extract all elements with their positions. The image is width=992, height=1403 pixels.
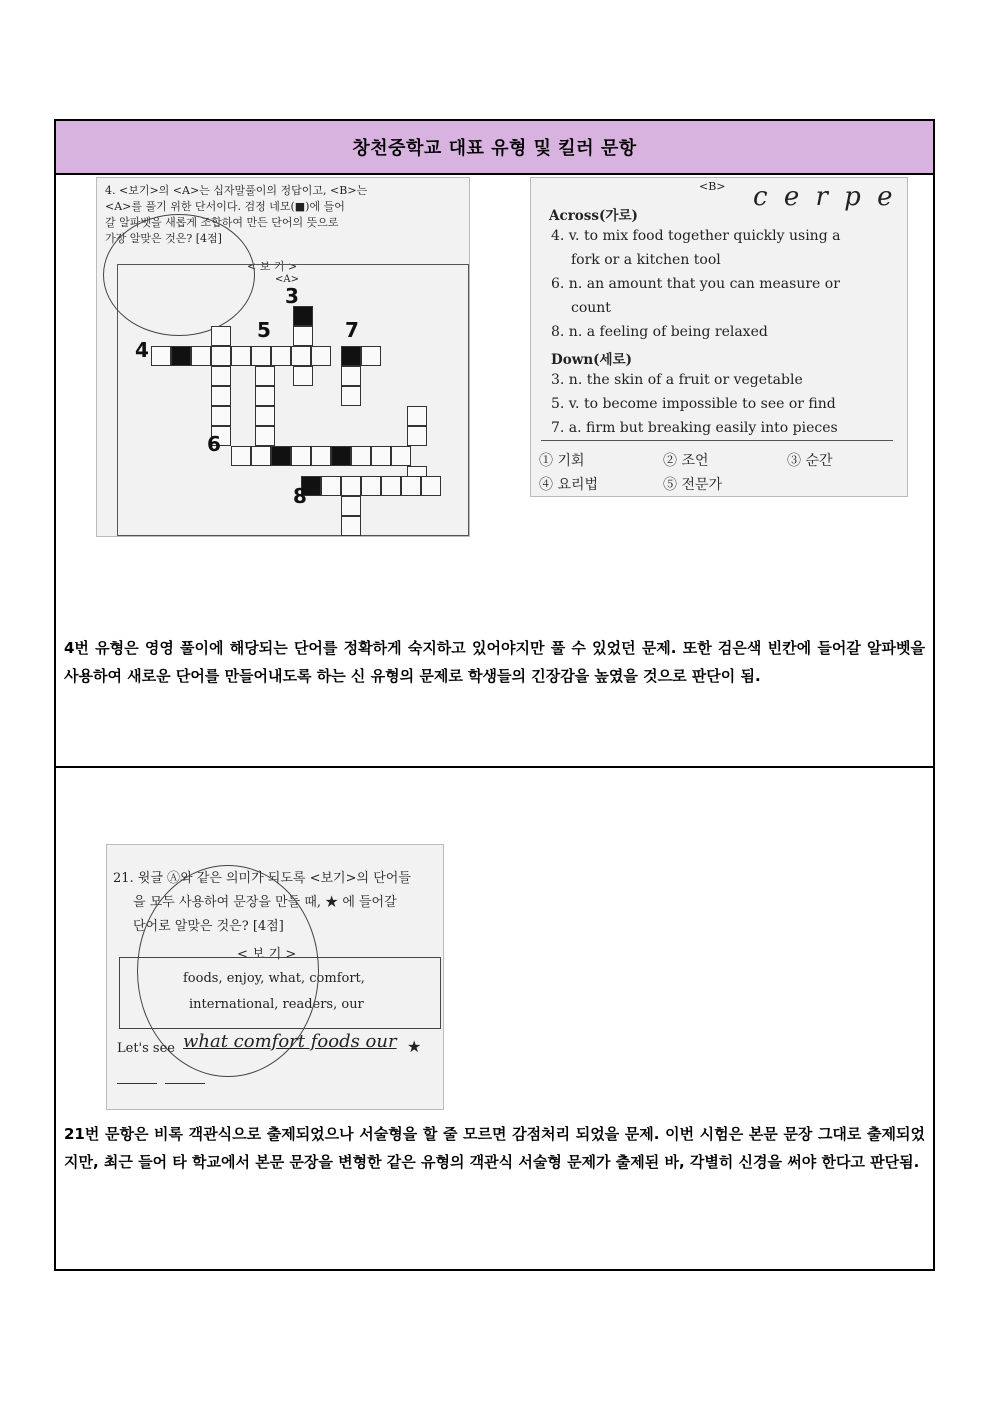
q4-stem-line-2: <A>를 풀기 위한 단서이다. 검정 네모(■)에 들어 (105, 200, 345, 213)
clue-line: 7. a. firm but breaking easily into pieces (551, 420, 838, 436)
q4-commentary: 4번 유형은 영영 풀이에 해당되는 단어를 정확하게 숙지하고 있어야지만 풀 수 있었던 문제. 또한 검은색 빈칸에 들어갈 알파벳을 사용하여 새로운 단어를 만들어내도록 하는 신 유형의 문제로 학생들의 긴장감을 높였을 것으로 판단이 됨. (64, 639, 925, 685)
crossword-number-3: 3 (285, 284, 299, 308)
crossword-cell (231, 346, 251, 366)
crossword-number-6: 6 (207, 432, 221, 456)
crossword-cell (341, 496, 361, 516)
crossword-cell (291, 346, 311, 366)
clue-line: count (571, 300, 611, 316)
crossword-cell (371, 446, 391, 466)
table-header (56, 121, 933, 175)
clue-down-heading: Down(세로) (551, 352, 633, 368)
crossword-cell-black (171, 346, 191, 366)
q21-stem-line-2: 을 모두 사용하여 문장을 만들 때, ★ 에 들어갈 (133, 895, 397, 910)
crossword-cell (255, 426, 275, 446)
q4-stem-line-3: 갈 알파벳을 새롭게 조합하여 만든 단어의 뜻으로 (105, 216, 339, 229)
clue-line: 8. n. a feeling of being relaxed (551, 324, 768, 340)
clue-box-bottom (541, 440, 893, 441)
crossword-cell-black (331, 446, 351, 466)
crossword-cell (421, 476, 441, 496)
q4-clues-scan (530, 177, 908, 497)
crossword-cell (231, 446, 251, 466)
q21-words-line-2: international, readers, our (189, 997, 364, 1012)
q21-handwritten-answer: what comfort foods our (183, 1031, 397, 1052)
q21-star-icon: ★ (407, 1037, 422, 1056)
crossword-cell (255, 406, 275, 426)
crossword-cell (151, 346, 171, 366)
choice-3: ③ 순간 (787, 453, 833, 469)
question-4-section (56, 173, 933, 768)
q4-a-label: <A> (275, 274, 299, 285)
choice-2: ② 조언 (663, 453, 709, 469)
clue-line: 3. n. the skin of a fruit or vegetable (551, 372, 803, 388)
crossword-cell (291, 446, 311, 466)
q21-sentence-prefix: Let's see (117, 1041, 175, 1056)
q21-commentary: 21번 문항은 비록 객관식으로 출제되었으나 서술형을 할 줄 모르면 감점처리 되었을 문제. 이번 시험은 본문 문장 그대로 출제되었지만, 최근 들어 타 학교에서 본문 문장을 변형한 같은 유형의 객관식 서술형 문제가 출제된 바, 각별히 신경을 써야 한다고 판단됨. (64, 1125, 925, 1171)
q21-stem-line-3: 단어로 알맞은 것은? [4점] (133, 919, 284, 934)
crossword-cell (311, 346, 331, 366)
crossword-cell (293, 326, 313, 346)
crossword-cell (361, 346, 381, 366)
q4-crossword-scan (96, 177, 470, 537)
crossword-cell (271, 346, 291, 366)
crossword-cell (255, 366, 275, 386)
crossword-number-4: 4 (135, 338, 149, 362)
crossword-number-5: 5 (257, 318, 271, 342)
crossword-cell-black (271, 446, 291, 466)
q4-bogi-label: < 보 기 > (247, 260, 298, 273)
clue-line: 5. v. to become impossible to see or find (551, 396, 836, 412)
crossword-cell (211, 406, 231, 426)
q4-circle-mark (103, 214, 255, 336)
q21-words-line-1: foods, enjoy, what, comfort, (183, 971, 365, 986)
q4-handwriting-b: c e r p e (753, 182, 897, 212)
clue-line: 6. n. an amount that you can measure or (551, 276, 840, 292)
crossword-cell (211, 326, 231, 346)
crossword-cell (311, 446, 331, 466)
q21-question-scan (106, 844, 444, 1110)
crossword-cell (321, 476, 341, 496)
crossword-cell (341, 476, 361, 496)
crossword-cell (255, 386, 275, 406)
crossword-cell (251, 346, 271, 366)
question-21-section (56, 768, 933, 1269)
q4-stem-line-1: 4. <보기>의 <A>는 십자말풀이의 정답이고, <B>는 (105, 184, 368, 197)
page-title: 창천중학교 대표 유형 및 킬러 문항 (352, 138, 637, 159)
clue-across-heading: Across(가로) (549, 208, 638, 224)
crossword-number-7: 7 (345, 318, 359, 342)
crossword-cell (381, 476, 401, 496)
q21-stem-line-1: 21. 윗글 Ⓐ와 같은 의미가 되도록 <보기>의 단어들 (113, 871, 411, 886)
crossword-cell (407, 406, 427, 426)
crossword-cell (351, 446, 371, 466)
crossword-cell (341, 366, 361, 386)
crossword-cell (191, 346, 211, 366)
q21-blank-line (117, 1083, 157, 1084)
choice-5: ⑤ 전문가 (663, 477, 723, 493)
clue-line: 4. v. to mix food together quickly using a (551, 228, 841, 244)
crossword-cell (341, 516, 361, 536)
choice-4: ④ 요리법 (539, 477, 599, 493)
q21-bogi-label: < 보 기 > (237, 947, 297, 962)
crossword-cell (251, 446, 271, 466)
crossword-cell (211, 366, 231, 386)
content-table (54, 119, 935, 1271)
q4-stem-line-4: 가장 알맞은 것은? [4점] (105, 232, 222, 245)
crossword-cell (211, 386, 231, 406)
crossword-cell (293, 366, 313, 386)
choice-1: ① 기회 (539, 453, 585, 469)
crossword-cell-black (293, 306, 313, 326)
crossword-cell (341, 386, 361, 406)
crossword-cell (401, 476, 421, 496)
crossword-cell (407, 426, 427, 446)
crossword-cell (391, 446, 411, 466)
crossword-cell (211, 346, 231, 366)
crossword-cell (361, 476, 381, 496)
crossword-number-8: 8 (293, 484, 307, 508)
clue-line: fork or a kitchen tool (571, 252, 721, 268)
q21-blank-line (165, 1083, 205, 1084)
crossword-cell-black (341, 346, 361, 366)
q4-b-label: <B> (699, 180, 726, 193)
